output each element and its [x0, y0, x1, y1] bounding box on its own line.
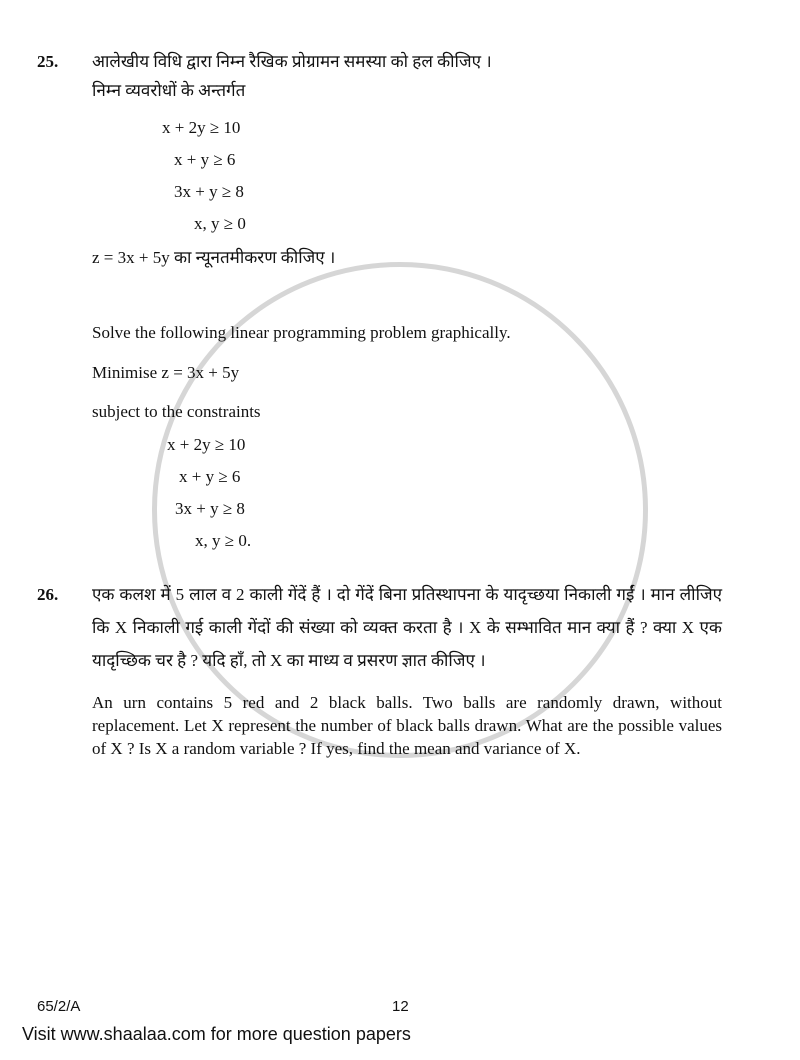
q25-hindi-line2: निम्न व्यवरोधों के अन्तर्गत	[92, 81, 246, 100]
q25-english-constraint: x, y ≥ 0.	[195, 531, 252, 550]
q26-hindi: एक कलश में 5 लाल व 2 काली गेंदें हैं । दो गेंदें बिना प्रतिस्थापना के यादृच्छया निकाली गईं । मान लीजिए कि X निकाली गई काली गेंदों की संख्या को व्यक्त करता है । X के सम्भावित मान क्या हैं ? क्या X एक यादृच्छिक चर है ? यदि हाँ, तो X का माध्य व प्रसरण ज्ञात कीजिए ।	[92, 585, 722, 670]
footer-visit-link[interactable]: Visit www.shaalaa.com for more question papers	[22, 1024, 411, 1044]
q25-english-objective: Minimise z = 3x + 5y	[92, 363, 240, 382]
q25-english-subject: subject to the constraints	[92, 402, 261, 421]
q25-english-constraint: x + y ≥ 6	[179, 467, 241, 486]
q25-hindi-objective: z = 3x + 5y का न्यूनतमीकरण कीजिए ।	[92, 248, 336, 267]
q25-hindi-constraint: x + 2y ≥ 10	[162, 118, 241, 137]
footer-page-number: 12	[392, 998, 409, 1015]
q25-english-constraint: x + 2y ≥ 10	[167, 435, 246, 454]
q25-hindi-constraint: x + y ≥ 6	[174, 150, 236, 169]
q26-body	[92, 578, 722, 760]
q25-hindi-constraint: x, y ≥ 0	[194, 214, 246, 233]
q25-hindi-line1: आलेखीय विधि द्वारा निम्न रैखिक प्रोग्रामन समस्या को हल कीजिए ।	[92, 52, 492, 71]
q25-english-intro: Solve the following linear programming problem graphically.	[92, 323, 511, 342]
question-number-25: 25.	[37, 52, 59, 71]
footer-paper-code: 65/2/A	[37, 998, 81, 1015]
q25-hindi-constraint: 3x + y ≥ 8	[174, 182, 244, 201]
question-number-26: 26.	[37, 585, 59, 604]
q26-english: An urn contains 5 red and 2 black balls. Two balls are randomly drawn, without replacement. Let X represent the number of black balls drawn. What are the possible values of X ? Is X a random variable ? If yes, find the mean and variance of X.	[92, 693, 722, 758]
q25-english-constraint: 3x + y ≥ 8	[175, 499, 245, 518]
